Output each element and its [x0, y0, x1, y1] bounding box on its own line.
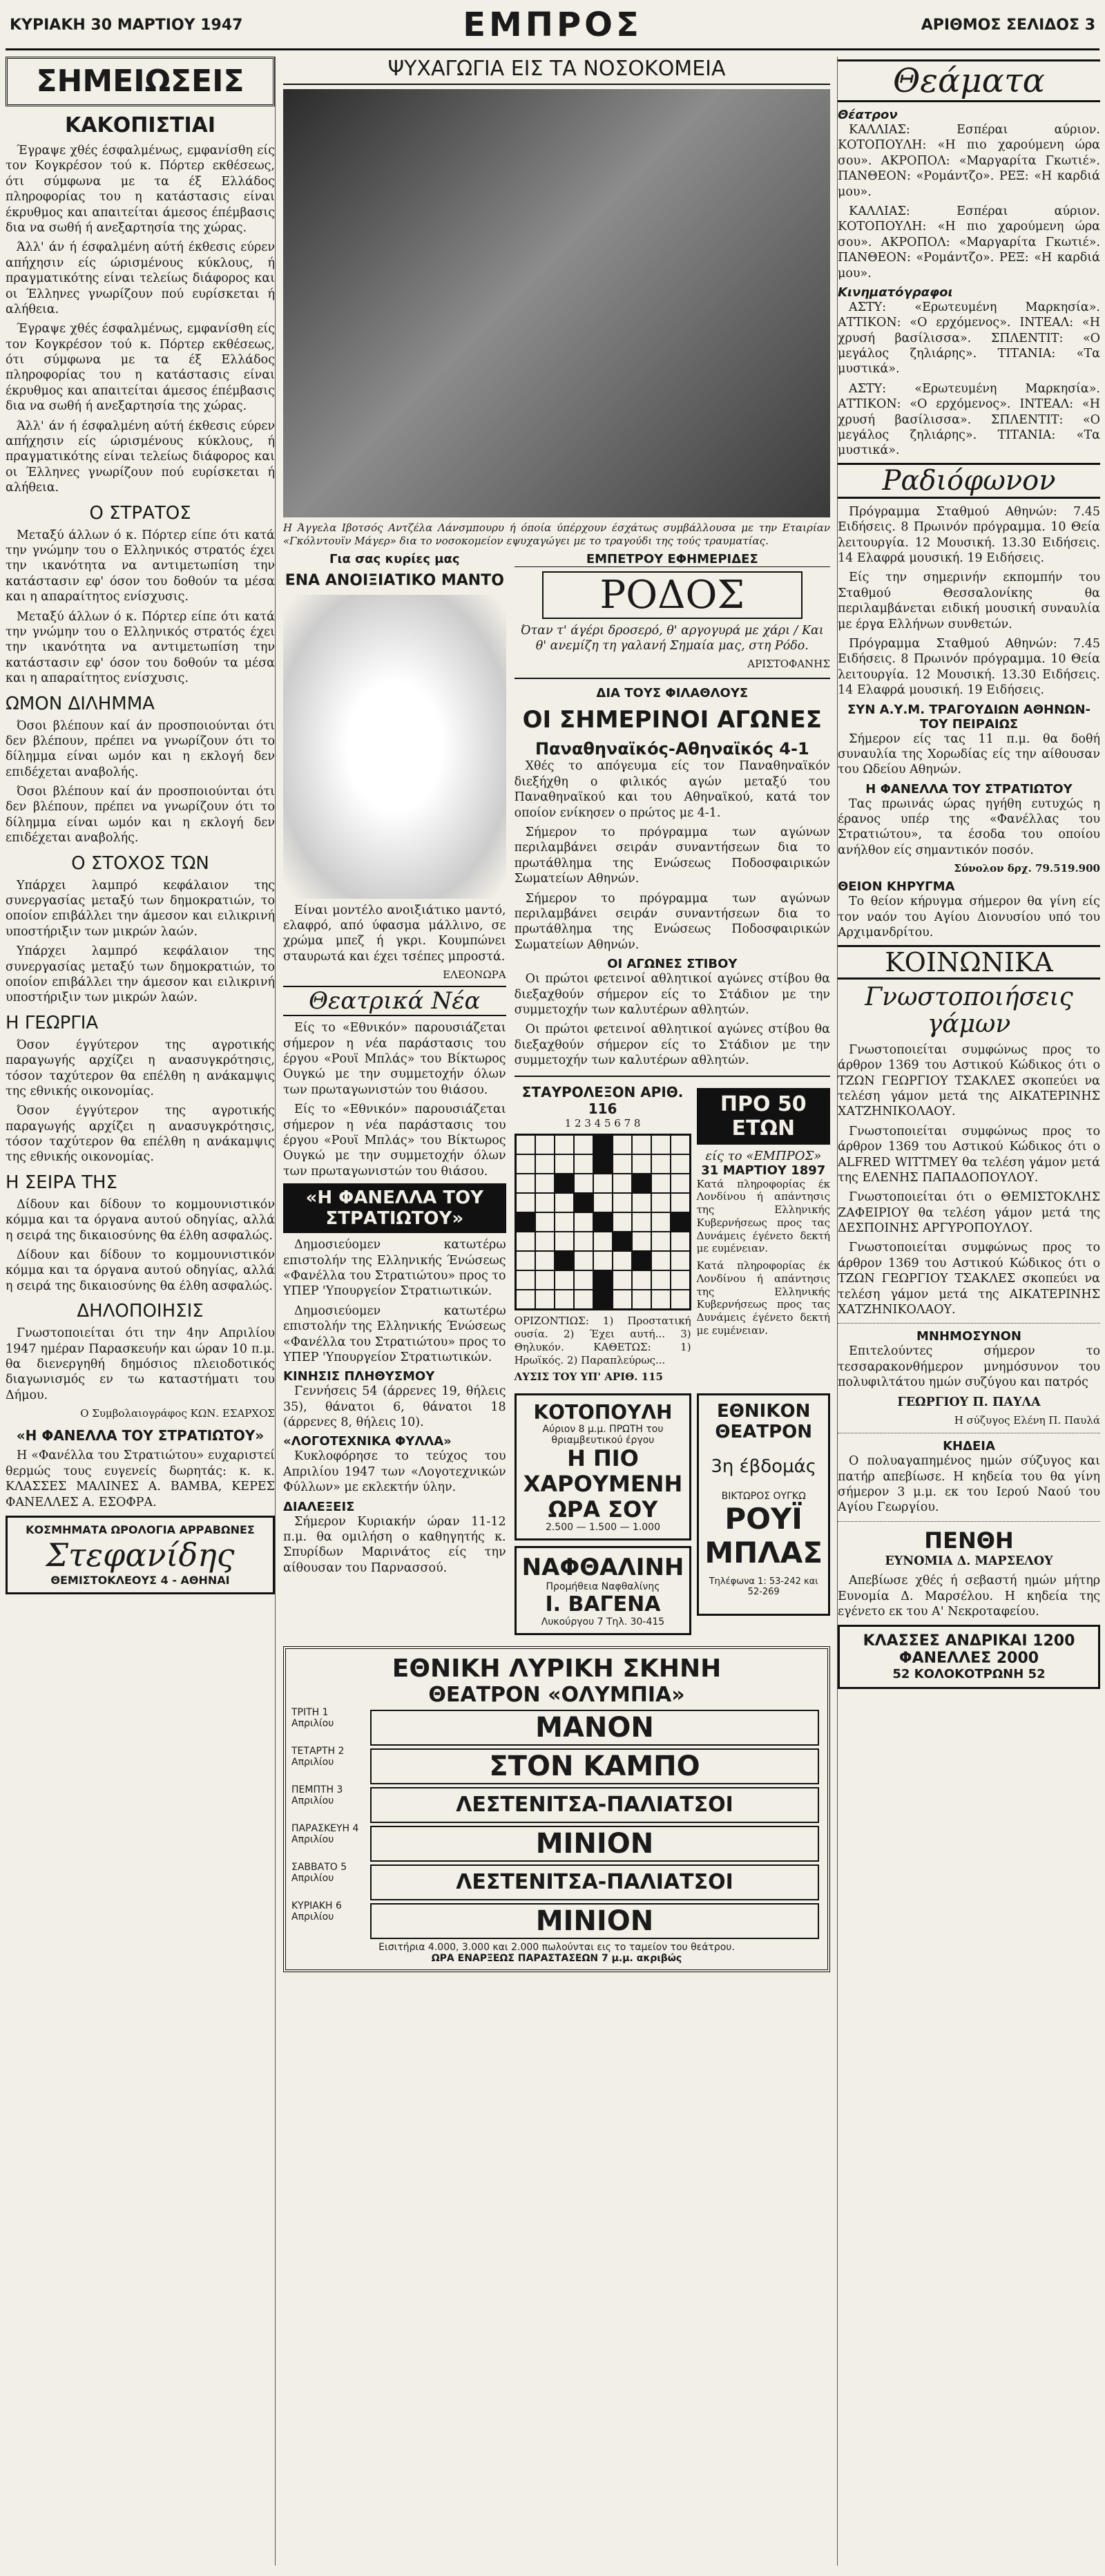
- crossword-cell[interactable]: [593, 1290, 613, 1309]
- georgia-text-2: Όσον έγγύτερον της αγροτικής παραγωγής αρχίζει η ανασυγκρότησις, τόσον ταχύτερον θα επέλθη η ανάκαμψις της εθνικής οικονομίας.: [6, 1104, 275, 1165]
- hospital-photo: [283, 89, 830, 517]
- crossword-cell[interactable]: [574, 1154, 593, 1174]
- fifty-years-subtitle: είς το «ΕΜΠΡΟΣ»: [705, 1148, 822, 1163]
- theatre-text: Είς το «Εθνικόν» παρουσιάζεται σήμερον η νέα παράστασις του έργου «Ρουϊ Μπλάς» του Βίκτωρος Ουγκώ με την συμμετοχήν όλων των πρωταγωνιστών του θιάσου.: [283, 1021, 506, 1097]
- opera-time: ΩΡΑ ΕΝΑΡΞΕΩΣ ΠΑΡΑΣΤΑΣΕΩΝ 7 μ.μ. ακριβώς: [431, 1953, 682, 1965]
- dialeksis-title: ΔΙΑΛΕΞΕΙΣ: [283, 1499, 355, 1514]
- left-column: [6, 57, 276, 2566]
- penthi-title: ΠΕΝΘΗ: [924, 1527, 1014, 1554]
- crossword-cell[interactable]: [535, 1174, 555, 1193]
- theatre-heading: Θεατρικά Νέα: [283, 986, 506, 1016]
- crossword-cell[interactable]: [593, 1232, 613, 1251]
- theatre-text-2: Είς το «Εθνικόν» παρουσιάζεται σήμερον η νέα παράστασις του έργου «Ρουϊ Μπλάς» του Βίκτωρος Ουγκώ με την συμμετοχήν όλων των πρωταγωνιστών του θιάσου.: [283, 1103, 506, 1179]
- sports-text-3: Σήμερον το πρόγραμμα των αγώνων περιλαμβάνει σειράν συναντήσεων δια το πρωτάθλημα της Ενώσεως Ποδοσφαιρικών Σωματείων Αθηνών.: [514, 891, 830, 952]
- opera-date: ΤΕΤΑΡΤΗ 2 Απριλίου: [291, 1746, 345, 1768]
- crossword-cell[interactable]: [632, 1135, 651, 1154]
- ethniko-author: ΒΙΚΤΩΡΟΣ ΟΥΓΚΩ: [721, 1491, 806, 1502]
- crossword-cell[interactable]: [555, 1270, 574, 1290]
- poetry-author: ΑΡΙΣΤΟΦΑΝΗΣ: [747, 658, 830, 671]
- crossword-cell[interactable]: [574, 1290, 593, 1309]
- left-fanela-text: Η «Φανέλλα του Στρατιώτου» ευχαριστεί θερμώς τους ευγενείς δωρητάς: κ. κ. ΚΛΑΣΣΕΣ ΜΑΛΙΝΕΣ Α. ΒΑΜΒΑ, ΚΕΡΕΣ ΦΑΝΕΛΛΕΣ Α. ΕΣΟΦΡΑ.: [6, 1449, 275, 1509]
- crossword-cell[interactable]: [632, 1174, 651, 1193]
- dilopoiisis-text: Γνωστοποιείται ότι την 4ην Απριλίου 1947 ημέραν Παρασκευήν και ώραν 10 π.μ. θα διενεργηθή δημόσιος πλειοδοτικός διαγωνισμός εν τω καταστήματι του Δήμου.: [6, 1326, 275, 1402]
- crossword-cell[interactable]: [574, 1270, 593, 1290]
- crossword-cell[interactable]: [613, 1251, 632, 1270]
- mnimosyna-text: Επιτελούντες σήμερον το τεσσαρακονθήμερον μνημόσυνον του πολυφιλτάτου ημών συζύγου και πατρός: [838, 1344, 1100, 1390]
- crossword-clues: ΟΡΙΖΟΝΤΙΩΣ: 1) Προστατική ουσία. 2) Έχει αυτή... 3) Θηλυκόν. ΚΑΘΕΤΩΣ: 1) Ηρωϊκός. 2) Παραπλεύρως...: [514, 1315, 691, 1366]
- koinonika-title: ΚΟΙΝΩΝΙΚΑ: [838, 945, 1100, 980]
- gamoi-text-2: Γνωστοποιείται συμφώνως προς το άρθρον 1369 του Αστικού Κώδικος ότι ο ALFRED WITTMEY θα τελέση γάμον μετά της ΕΛΕΝΗΣ ΠΑΠΑΔΟΠΟΥΛΟΥ.: [838, 1124, 1100, 1185]
- crossword-cell[interactable]: [613, 1270, 632, 1290]
- naftalini-address: Λυκούργου 7 Τηλ. 30-415: [541, 1616, 665, 1628]
- crossword-cell[interactable]: [613, 1212, 632, 1232]
- crossword-cell[interactable]: [651, 1135, 671, 1154]
- flannel-ad-line2: ΦΑΝΕΛΛΕΣ 2000: [899, 1650, 1039, 1668]
- opera-ad: [283, 1646, 830, 1972]
- jeweller-ad-address: ΘΕΜΙΣΤΟΚΛΕΟΥΣ 4 - ΑΘΗΝΑΙ: [50, 1573, 230, 1587]
- poetry-kicker: ΕΜΠΕΤΡΟΥ ΕΦΗΜΕΡΙΔΕΣ: [515, 552, 830, 567]
- opera-dates: [291, 1707, 367, 1942]
- middle-fanela-text-2: Δημοσιεύομεν κατωτέρω επιστολήν της Ελληνικής Ένώσεως «Φανέλλα του Στρατιώτου» προς το ΥΠΕΡ 'Υπουργείον Στρατιωτικών.: [283, 1304, 506, 1364]
- syndesmos-title: ΣΥΝ Α.Υ.Μ. ΤΡΑΓΟΥΔΙΩΝ ΑΘΗΝΩΝ-ΤΟΥ ΠΕΙΡΑΙΩΣ: [847, 702, 1090, 732]
- crossword-cell[interactable]: [613, 1154, 632, 1174]
- crossword-cell[interactable]: [593, 1193, 613, 1212]
- theamata-title: Θεάματα: [838, 59, 1100, 102]
- fifty-years-text-2: Κατά πληροφορίας έκ Λονδίνου ή απάντησις της Ελληνικής Κυβερνήσεως προς τας Δυνάμεις έγένετο δεκτή με ευμένειαν.: [696, 1259, 830, 1337]
- opera-footer: Εισιτήρια 4.000, 3.000 και 2.000 πωλούνται εις το ταμείον του θεάτρου.: [378, 1942, 735, 1954]
- athletics-text: Οι πρώτοι φετεινοί αθλητικοί αγώνες στίβου θα διεξαχθούν σήμερον είς το Στάδιον με την συμμετοχήν των καλυτέρων αθλητών.: [514, 972, 830, 1017]
- kideia-title: ΚΗΔΕΙΑ: [943, 1439, 995, 1454]
- georgia-text: Όσον έγγύτερον της αγροτικής παραγωγής αρχίζει η ανασυγκρότησις, τόσον ταχύτερον θα επέλθη η ανάκαμψις της εθνικής οικονομίας.: [6, 1038, 275, 1098]
- poetry-sports-section: [515, 552, 830, 1641]
- crossword-cell[interactable]: [593, 1270, 613, 1290]
- radio-text: Πρόγραμμα Σταθμού Αθηνών: 7.45 Ειδήσεις. 8 Πρωινόν πρόγραμμα. 10 Θεία λειτουργία. 12 Μουσική. 13.30 Ειδήσεις. 14 Ελαφρά μουσική. 19 Ειδήσεις.: [838, 504, 1100, 565]
- left-fanela-title: «Η ΦΑΝΕΛΛΑ ΤΟΥ ΣΤΡΑΤΙΩΤΟΥ»: [16, 1427, 265, 1444]
- fashion-illustration: [283, 595, 506, 899]
- crossword-numbers: 1 2 3 4 5 6 7 8: [564, 1116, 641, 1129]
- right-fanela-text: Τας πρωινάς ώρας ηγήθη ευτυχώς η έρανος υπέρ της «Φανέλλας του Στρατιώτου», τα έσοδα του οποίου ανήλθον είς σημαντικόν ποσόν.: [838, 796, 1100, 857]
- jeweller-ad: [6, 1516, 275, 1594]
- crossword-cell[interactable]: [671, 1174, 690, 1193]
- crossword-cell[interactable]: [593, 1154, 613, 1174]
- crossword-cell[interactable]: [613, 1135, 632, 1154]
- crossword-cell[interactable]: [651, 1212, 671, 1232]
- right-column: [837, 57, 1100, 2566]
- crossword-cell[interactable]: [555, 1251, 574, 1270]
- crossword-cell[interactable]: [574, 1232, 593, 1251]
- crossword-cell[interactable]: [651, 1193, 671, 1212]
- crossword-cell[interactable]: [516, 1135, 535, 1154]
- theatro-label: Θέατρον: [838, 108, 898, 122]
- middle-fanela-text: Δημοσιεύομεν κατωτέρω επιστολήν της Ελληνικής Ένώσεως «Φανέλλα του Στρατιώτου» προς το ΥΠΕΡ 'Υπουργείον Στρατιωτικών.: [283, 1238, 506, 1299]
- stoxos-text-2: Υπάρχει λαμπρό κεφάλαιον της συνεργασίας μεταξύ των δημοκρατιών, το οποίον επιβάλλει την άμεσον και ειλικρινή υποστήριξιν των μικρών λαών.: [6, 944, 275, 1005]
- opera-play: ΣΤΟΝ ΚΑΜΠΟ: [370, 1748, 819, 1784]
- crossword-cell[interactable]: [535, 1193, 555, 1212]
- kiniseis-title: ΚΙΝΗΣΙΣ ΠΛΗΘΥΣΜΟΥ: [283, 1369, 435, 1384]
- flannel-ad-address: 52 ΚΟΛΟΚΟΤΡΩΝΗ 52: [892, 1667, 1046, 1682]
- hospital-caption: Η Άγγελα Ιβοτσός Αντζέλα Λάνσμπουρυ ή όποία ύπέρχουν έσχάτως συμβάλλουσα με την Εταιρίαν «Γκόλντουϊν Μάγερ» δια το νοσοκομείον εψυχαγώγει με το τραγούδι της τούς τραυματίας.: [283, 522, 830, 547]
- hospital-title: ΨΥΧΑΓΩΓΙΑ ΕΙΣ ΤΑ ΝΟΣΟΚΟΜΕΙΑ: [283, 57, 830, 85]
- crossword-cell[interactable]: [535, 1290, 555, 1309]
- crossword-cell[interactable]: [535, 1154, 555, 1174]
- dilopoiisis-signature: Ο Συμβολαιογράφος ΚΩΝ. ΕΣΑΡΧΟΣ: [80, 1407, 275, 1420]
- middle-column: [283, 57, 830, 2571]
- crossword-cell[interactable]: [516, 1174, 535, 1193]
- fashion-heading: ΕΝΑ ΑΝΟΙΞΙΑΤΙΚΟ ΜΑΝΤΟ: [285, 571, 504, 589]
- ethniko-phones: Τηλέφωνα 1: 53-242 και 52-269: [709, 1576, 818, 1597]
- opera-play: ΛΕΣΤΕΝΙΤΣΑ-ΠΑΛΙΑΤΣΟΙ: [370, 1864, 819, 1900]
- opera-title: ΕΘΝΙΚΗ ΛΥΡΙΚΗ ΣΚΗΝΗ: [392, 1654, 722, 1683]
- crossword-cell[interactable]: [555, 1174, 574, 1193]
- fifty-years-date: 31 ΜΑΡΤΙΟΥ 1897: [701, 1163, 826, 1178]
- crossword-cell[interactable]: [671, 1154, 690, 1174]
- fashion-text: Είναι μοντέλο ανοιξιάτικο μαντό, ελαφρό, από ύφασμα μάλλινο, σε χρώμα μπεζ ή γκρι. Κουμπώνει σταυρωτά και έχει τσέπες μπροστά.: [283, 903, 506, 964]
- crossword-cell[interactable]: [613, 1193, 632, 1212]
- gamoi-title: Γνωστοποιήσεις γάμων: [865, 982, 1073, 1039]
- crossword-cell[interactable]: [651, 1270, 671, 1290]
- crossword-cell[interactable]: [651, 1251, 671, 1270]
- athletics-title: ΟΙ ΑΓΩΝΕΣ ΣΤΙΒΟΥ: [607, 957, 738, 972]
- crossword-cell[interactable]: [555, 1290, 574, 1309]
- crossword-cell[interactable]: [671, 1232, 690, 1251]
- crossword-cell[interactable]: [516, 1232, 535, 1251]
- poetry-title: ΡΟΔΟΣ: [542, 571, 803, 619]
- crossword-cell[interactable]: [516, 1251, 535, 1270]
- ethniko-ad: [697, 1388, 830, 1641]
- dilimma-title: ΩΜΟΝ ΔΙΛΗΜΜΑ: [6, 693, 155, 714]
- mnimosyna-title: ΜΝΗΜΟΣΥΝΟΝ: [916, 1329, 1021, 1344]
- crossword-cell[interactable]: [632, 1251, 651, 1270]
- crossword-cell[interactable]: [574, 1251, 593, 1270]
- georgia-title: Η ΓΕΩΡΓΙΑ: [6, 1012, 99, 1033]
- crossword-grid[interactable]: [515, 1134, 691, 1310]
- opera-play: ΛΕΣΤΕΝΙΤΣΑ-ΠΑΛΙΑΤΣΟΙ: [370, 1787, 819, 1823]
- seira-text: Δίδουν και δίδουν το κομμουνιστικόν κόμμα και τα όργανα αυτού οδηγίας, αλλά η σειρά της δικαιοσύνης θα έλθη ασφαλώς.: [6, 1197, 275, 1243]
- fifty-years-text: Κατά πληροφορίας έκ Λονδίνου ή απάντησις της Ελληνικής Κυβερνήσεως προς τας Δυνάμεις έγένετο δεκτή με ευμένειαν.: [696, 1177, 830, 1255]
- opera-play: ΜΑΝΟΝ: [370, 1710, 819, 1746]
- crossword-cell[interactable]: [613, 1232, 632, 1251]
- ethniko-week: 3η έβδομάς: [711, 1456, 817, 1477]
- poetry-text: Όταν τ' άγέρι δροσερό, θ' αργογυρά με χάρι / Και θ' ανεμίζη τη γαλανή Σημαία μας, στη Ρόδο.: [520, 623, 824, 653]
- crossword-cell[interactable]: [516, 1154, 535, 1174]
- athletics-text-2: Οι πρώτοι φετεινοί αθλητικοί αγώνες στίβου θα διεξαχθούν σήμερον είς το Στάδιον με την συμμετοχήν των καλυτέρων αθλητών.: [514, 1022, 830, 1068]
- crossword-cell[interactable]: [651, 1290, 671, 1309]
- crossword-cell[interactable]: [535, 1212, 555, 1232]
- logotexnia-title: «ΛΟΓΟΤΕΧΝΙΚΑ ΦΥΛΛΑ»: [283, 1434, 452, 1449]
- fifty-years-title: ΠΡΟ 50 ΕΤΩΝ: [697, 1088, 830, 1145]
- theia-text: Το θείον κήρυγμα σήμερον θα γίνη είς τον ναόν του Αγίου Διονυσίου υπό του Αρχιμανδρίτου.: [838, 895, 1100, 940]
- jeweller-ad-goods: ΚΟΣΜΗΜΑΤΑ ΩΡΟΛΟΓΙΑ ΑΡΡΑΒΩΝΕΣ: [26, 1523, 255, 1536]
- dilimma-text-2: Όσοι βλέπουν καί άν προσποιούνται ότι δεν βλέπουν, πρέπει να γνωρίζουν ότι το δίλημμα είναι ωμόν και η εκλογή δεν επιδέχεται αναβολής.: [6, 785, 275, 846]
- ethniko-play: ΡΟΥΪ ΜΠΛΑΣ: [704, 1502, 823, 1570]
- opera-play: ΜΙΝΙΟΝ: [370, 1903, 819, 1939]
- crossword-cell[interactable]: [651, 1174, 671, 1193]
- flannel-ad-line1: ΚΛΑΣΣΕΣ ΑΝΔΡΙΚΑΙ 1200: [863, 1632, 1075, 1650]
- mnimosyna-signature: Η σύζυγος Ελένη Π. Παυλά: [954, 1413, 1100, 1427]
- gamoi-text-1: Γνωστοποιείται συμφώνως προς το άρθρον 1369 του Αστικού Κώδικος ότι ο ΤΖΩΝ ΓΕΩΡΓΙΟΥ ΤΣΑΚΛΕΣ σκοπεύει να τελέση γάμον μετά της ΑΙΚΑΤΕΡΙΝΗΣ ΧΑΤΖΗΝΙΚΟΛΑΟΥ.: [838, 1042, 1100, 1119]
- fashion-signature: ΕΛΕΟΝΩΡΑ: [443, 969, 506, 982]
- crossword-cell[interactable]: [535, 1232, 555, 1251]
- crossword-cell[interactable]: [574, 1174, 593, 1193]
- sports-kicker: ΔΙΑ ΤΟΥΣ ΦΙΛΑΘΛΟΥΣ: [596, 686, 749, 701]
- jeweller-ad-name: Στεφανίδης: [46, 1536, 235, 1574]
- masthead: [6, 6, 1099, 50]
- crossword-cell[interactable]: [593, 1174, 613, 1193]
- crossword-cell[interactable]: [593, 1135, 613, 1154]
- crossword-section: [515, 1084, 691, 1389]
- right-fanela-total: Σύνολον δρχ. 79.519.900: [954, 862, 1100, 875]
- stratos-text: Μεταξύ άλλων ό κ. Πόρτερ είπε ότι κατά την γνώμην του ο Ελληνικός στρατός έχει την ικανότητα να αντιμετωπίση την κατάστασιν εφ' όσον του δοθούν τα μέσα και η απαραίτητος ενίσχυσις.: [6, 528, 275, 604]
- radio-title: Ραδιόφωνον: [838, 463, 1100, 499]
- crossword-cell[interactable]: [535, 1135, 555, 1154]
- crossword-cell[interactable]: [555, 1232, 574, 1251]
- crossword-cell[interactable]: [613, 1174, 632, 1193]
- naftalini-company: Ι. ΒΑΓΕΝΑ: [545, 1592, 661, 1617]
- sports-text: Χθές το απόγευμα είς τον Παναθηναϊκόν διεξήχθη ο φιλικός αγών μεταξύ του Παναθηναϊκού και του Αθηναϊκού, κατά τον οποίον ενίκησεν ο πρώτος με 4-1.: [514, 759, 830, 820]
- crossword-cell[interactable]: [555, 1154, 574, 1174]
- kotopoulis-sub: Αύριον 8 μ.μ. ΠΡΩΤΗ του θριαμβευτικού έργου: [542, 1424, 664, 1446]
- crossword-cell[interactable]: [516, 1193, 535, 1212]
- dilimma-text: Όσοι βλέπουν καί άν προσποιούνται ότι δεν βλέπουν, πρέπει να γνωρίζουν ότι το δίλημμα είναι ωμόν και η εκλογή δεν επιδέχεται αναβολής.: [6, 718, 275, 779]
- crossword-cell[interactable]: [535, 1251, 555, 1270]
- sports-title: ΟΙ ΣΗΜΕΡΙΝΟΙ ΑΓΩΝΕΣ: [522, 706, 822, 734]
- crossword-cell[interactable]: [671, 1135, 690, 1154]
- opera-plays: [367, 1707, 822, 1942]
- flannel-ad: [838, 1625, 1100, 1689]
- cinema-text-2: ΑΣΤΥ: «Ερωτευμένη Μαρκησία». ΑΤΤΙΚΟΝ: «Ο ερχόμενος». ΙΝΤΕΑΛ: «Η χρυσή βασίλισσα». ΣΠΛΕΝΤΙΤ: «Ο μεγάλος ζηλιάρης». ΤΙΤΑΝΙΑ: «Τα μυστικά».: [838, 381, 1100, 458]
- gamoi-text-4: Γνωστοποιείται συμφώνως προς το άρθρον 1369 του Αστικού Κώδικος ότι ο ΤΖΩΝ ΓΕΩΡΓΙΟΥ ΤΣΑΚΛΕΣ σκοπεύει να τελέση γάμον μετά της ΑΙΚΑΤΕΡΙΝΗΣ ΧΑΤΖΗΝΙΚΟΛΑΟΥ.: [838, 1241, 1100, 1317]
- seira-text-2: Δίδουν και δίδουν το κομμουνιστικόν κόμμα και τα όργανα αυτού οδηγίας, αλλά η σειρά της δικαιοσύνης θα έλθη ασφαλώς.: [6, 1248, 275, 1293]
- crossword-cell[interactable]: [593, 1251, 613, 1270]
- crossword-cell[interactable]: [613, 1290, 632, 1309]
- sports-result: Παναθηναϊκός-Αθηναϊκός 4-1: [535, 739, 809, 759]
- sports-text-2: Σήμερον το πρόγραμμα των αγώνων περιλαμβάνει σειράν συναντήσεων δια το πρωτάθλημα της Ενώσεως Ποδοσφαιρικών Σωματείων Αθηνών.: [514, 826, 830, 886]
- opera-date: ΠΑΡΑΣΚΕΥΗ 4 Απριλίου: [291, 1823, 359, 1846]
- kotopoulis-play: Η ΠΙΟ ΧΑΡΟΥΜΕΝΗ ΩΡΑ ΣΟΥ: [523, 1445, 683, 1523]
- theatro-text: ΚΑΛΛΙΑΣ: Εσπέραι αύριον. ΚΟΤΟΠΟΥΛΗ: «Η πιο χαρούμενη ώρα σου». ΑΚΡΟΠΟΛ: «Μαργαρίτα Γκωτιέ». ΠΑΝΘΕΟΝ: «Ρομάντζο». ΡΕΞ: «Η καρδιά μου».: [838, 123, 1100, 199]
- crossword-cell[interactable]: [535, 1270, 555, 1290]
- crossword-cell[interactable]: [671, 1290, 690, 1309]
- crossword-cell[interactable]: [593, 1212, 613, 1232]
- opera-date: ΠΕΜΠΤΗ 3 Απριλίου: [291, 1784, 343, 1807]
- kakopistia-text-1: Έγραψε χθές έσφαλμένως, εμφανίσθη είς τον Κογκρέσον τού κ. Πόρτερ εκθέσεως, ότι σύμφωνα με τα έξ Ελλάδος πληροφορίας του η κατάστασις είναι έκρυθμος και απαιτείται άμεσος έπέμβασις δια να σωθή ή ανεξαρτησία της χώρας.: [6, 144, 275, 235]
- fashion-kicker: Για σας κυρίες μας: [329, 551, 460, 566]
- stratos-text-2: Μεταξύ άλλων ό κ. Πόρτερ είπε ότι κατά την γνώμην του ο Ελληνικός στρατός έχει την ικανότητα να αντιμετωπίση την κατάστασιν εφ' όσον του δοθούν τα μέσα και η απαραίτητος ενίσχυσις.: [6, 609, 275, 686]
- crossword-cell[interactable]: [516, 1290, 535, 1309]
- theatro-text-2: ΚΑΛΛΙΑΣ: Εσπέραι αύριον. ΚΟΤΟΠΟΥΛΗ: «Η πιο χαρούμενη ώρα σου». ΑΚΡΟΠΟΛ: «Μαργαρίτα Γκωτιέ». ΠΑΝΘΕΟΝ: «Ρομάντζο». ΡΕΞ: «Η καρδιά μου».: [838, 204, 1100, 280]
- opera-play: ΜΙΝΙΟΝ: [370, 1826, 819, 1862]
- dilopoiisis-title: ΔΗΛΟΠΟΙΗΣΙΣ: [77, 1301, 204, 1322]
- opera-theatre: ΘΕΑΤΡΟΝ «ΟΛΥΜΠΙΑ»: [428, 1683, 685, 1708]
- crossword-cell[interactable]: [574, 1193, 593, 1212]
- fifty-years-section: [697, 1084, 830, 1389]
- crossword-cell[interactable]: [516, 1270, 535, 1290]
- middle-fanela-banner: «Η ΦΑΝΕΛΛΑ ΤΟΥ ΣΤΡΑΤΙΩΤΟΥ»: [283, 1183, 506, 1233]
- kakopistia-text-2: Άλλ' άν ή έσφαλμένη αύτή έκθεσις εύρεν απήχησιν είς ώρισμένους κύκλους, ή πραγματικότης είναι τελείως διάφορος και οι Έλληνες γνωρίζουν πού ευρίσκεται ή αλήθεια.: [6, 240, 275, 316]
- crossword-cell[interactable]: [632, 1154, 651, 1174]
- ethniko-title: ΕΘΝΙΚΟΝ ΘΕΑΤΡΟΝ: [715, 1401, 812, 1442]
- kideia-text: Ο πολυαγαπημένος ημών σύζυγος και πατήρ απεβίωσε. Η κηδεία του θα γίνη σήμερον 3 μ.μ. εκ του Ιερού Ναού του Αγίου Γεωργίου.: [838, 1454, 1100, 1515]
- crossword-cell[interactable]: [632, 1270, 651, 1290]
- kotopoulis-ad: [515, 1388, 692, 1641]
- right-fanela-title: Η ΦΑΝΕΛΛΑ ΤΟΥ ΣΤΡΑΤΙΩΤΟΥ: [865, 781, 1073, 796]
- naftalini-title: ΝΑΦΘΑΛΙΝΗ: [521, 1554, 684, 1582]
- kakopistia-text-3: Έγραψε χθές έσφαλμένως, εμφανίσθη είς τον Κογκρέσον τού κ. Πόρτερ εκθέσεως, ότι σύμφωνα με τα έξ Ελλάδος πληροφορίας του η κατάστασις είναι έκρυθμος και απαιτείται άμεσος έπέμβασις δια να σωθή ή ανεξαρτησία της χώρας.: [6, 322, 275, 414]
- fashion-section: [283, 552, 506, 1641]
- theia-title: ΘΕΙΟΝ ΚΗΡΥΓΜΑ: [838, 879, 955, 895]
- crossword-cell[interactable]: [671, 1270, 690, 1290]
- opera-date: ΤΡΙΤΗ 1 Απριλίου: [291, 1707, 334, 1730]
- crossword-cell[interactable]: [555, 1135, 574, 1154]
- radio-text-2: Είς την σημερινήν εκπομπήν του Σταθμού Θεσσαλονίκης θα περιλαμβάνεται ειδική μουσική συναυλία με έργα Ελλήνων συνθετών.: [838, 571, 1100, 631]
- stoxos-title: Ο ΣΤΟΧΟΣ ΤΩΝ: [71, 852, 209, 874]
- crossword-solution-title: ΛΥΣΙΣ ΤΟΥ ΥΠ' ΑΡΙΘ. 115: [514, 1371, 663, 1384]
- dialeksis-text: Σήμερον Κυριακήν ώραν 11-12 π.μ. θα ομιλήση ο καθηγητής κ. Σπυρίδων Μαρινάτος είς την αίθουσαν του Παρνασσού.: [283, 1514, 506, 1575]
- gamoi-text-3: Γνωστοποιείται ότι ο ΘΕΜΙΣΤΟΚΛΗΣ ΖΑΦΕΙΡΙΟΥ θα τελέση γάμον μετά της ΔΕΣΠΟΙΝΗΣ ΑΡΓΥΡΟΠΟΥΛΟΥ.: [838, 1190, 1100, 1236]
- crossword-cell[interactable]: [574, 1135, 593, 1154]
- stratos-title: Ο ΣΤΡΑΤΟΣ: [89, 502, 191, 524]
- crossword-cell[interactable]: [632, 1212, 651, 1232]
- crossword-cell[interactable]: [555, 1193, 574, 1212]
- opera-date: ΚΥΡΙΑΚΗ 6 Απριλίου: [291, 1900, 342, 1923]
- crossword-title: ΣΤΑΥΡΟΛΕΞΟΝ ΑΡΙΘ. 116: [521, 1083, 684, 1117]
- radio-text-3: Πρόγραμμα Σταθμού Αθηνών: 7.45 Ειδήσεις. 8 Πρωινόν πρόγραμμα. 10 Θεία λειτουργία. 12 Μουσική. 13.30 Ειδήσεις. 14 Ελαφρά μουσική. 19 Ειδήσεις.: [838, 636, 1100, 698]
- opera-date: ΣΑΒΒΑΤΟ 5 Απριλίου: [291, 1862, 347, 1885]
- crossword-cell[interactable]: [671, 1251, 690, 1270]
- crossword-cell[interactable]: [651, 1154, 671, 1174]
- kakopistia-title: ΚΑΚΟΠΙΣΤΙΑΙ: [65, 113, 215, 137]
- seira-title: Η ΣΕΙΡΑ ΤΗΣ: [6, 1172, 117, 1193]
- kotopoulis-title: ΚΟΤΟΠΟΥΛΗ: [533, 1401, 673, 1424]
- crossword-cell[interactable]: [516, 1212, 535, 1232]
- issue-date: ΚΥΡΙΑΚΗ 30 ΜΑΡΤΙΟΥ 1947: [10, 17, 243, 34]
- notes-header: ΣΗΜΕΙΩΣΕΙΣ: [6, 57, 275, 106]
- crossword-cell[interactable]: [651, 1232, 671, 1251]
- crossword-cell[interactable]: [555, 1212, 574, 1232]
- syndesmos-text: Σήμερον είς τας 11 π.μ. θα δοθή συναυλία της Χορωδίας είς την αίθουσαν του Ωδείου Αθηνών.: [838, 732, 1100, 777]
- crossword-cell[interactable]: [632, 1290, 651, 1309]
- newspaper-title: ΕΜΠΡΟΣ: [463, 6, 642, 44]
- stoxos-text: Υπάρχει λαμπρό κεφάλαιον της συνεργασίας μεταξύ των δημοκρατιών, το οποίον επιβάλλει την άμεσον και ειλικρινή υποστήριξιν των μικρών λαών.: [6, 878, 275, 939]
- cinema-label: Κινηματόγραφοι: [838, 285, 953, 300]
- crossword-cell[interactable]: [632, 1193, 651, 1212]
- naftalini-sub: Προμήθεια Ναφθαλίνης: [546, 1581, 660, 1593]
- kiniseis-text: Γεννήσεις 54 (άρρενες 19, θήλεις 35), θάνατοι 6, θάνατοι 18 (άρρενες 8, θήλεις 10).: [283, 1384, 506, 1430]
- mnimosyna-name: ΓΕΩΡΓΙΟΥ Π. ΠΑΥΛΑ: [897, 1395, 1041, 1409]
- crossword-cell[interactable]: [574, 1212, 593, 1232]
- crossword-cell[interactable]: [632, 1232, 651, 1251]
- page-number: ΑΡΙΘΜΟΣ ΣΕΛΙΔΟΣ 3: [921, 17, 1095, 34]
- logotexnia-text: Κυκλοφόρησε το τεύχος του Απριλίου 1947 των «Λογοτεχνικών Φύλλων» με εκλεκτήν ύλην.: [283, 1449, 506, 1495]
- cinema-text: ΑΣΤΥ: «Ερωτευμένη Μαρκησία». ΑΤΤΙΚΟΝ: «Ο ερχόμενος». ΙΝΤΕΑΛ: «Η χρυσή βασίλισσα». ΣΠΛΕΝΤΙΤ: «Ο μεγάλος ζηλιάρης». ΤΙΤΑΝΙΑ: «Τα μυστικά».: [838, 300, 1100, 376]
- kakopistia-text-4: Άλλ' άν ή έσφαλμένη αύτή έκθεσις εύρεν απήχησιν είς ώρισμένους κύκλους, ή πραγματικότης είναι τελείως διάφορος και οι Έλληνες γνωρίζουν πού ευρίσκεται ή αλήθεια.: [6, 419, 275, 495]
- crossword-cell[interactable]: [671, 1193, 690, 1212]
- crossword-cell[interactable]: [671, 1212, 690, 1232]
- kotopoulis-prices: 2.500 — 1.500 — 1.000: [545, 1522, 660, 1534]
- penthi-text: Απεβίωσε χθές ή σεβαστή ημών μήτηρ Ευνομία Δ. Μαρσέλου. Η κηδεία της εγένετο εκ του Α' Νεκροταφείου.: [838, 1574, 1100, 1619]
- penthi-name: ΕΥΝΟΜΙΑ Δ. ΜΑΡΣΕΛΟΥ: [885, 1554, 1053, 1568]
